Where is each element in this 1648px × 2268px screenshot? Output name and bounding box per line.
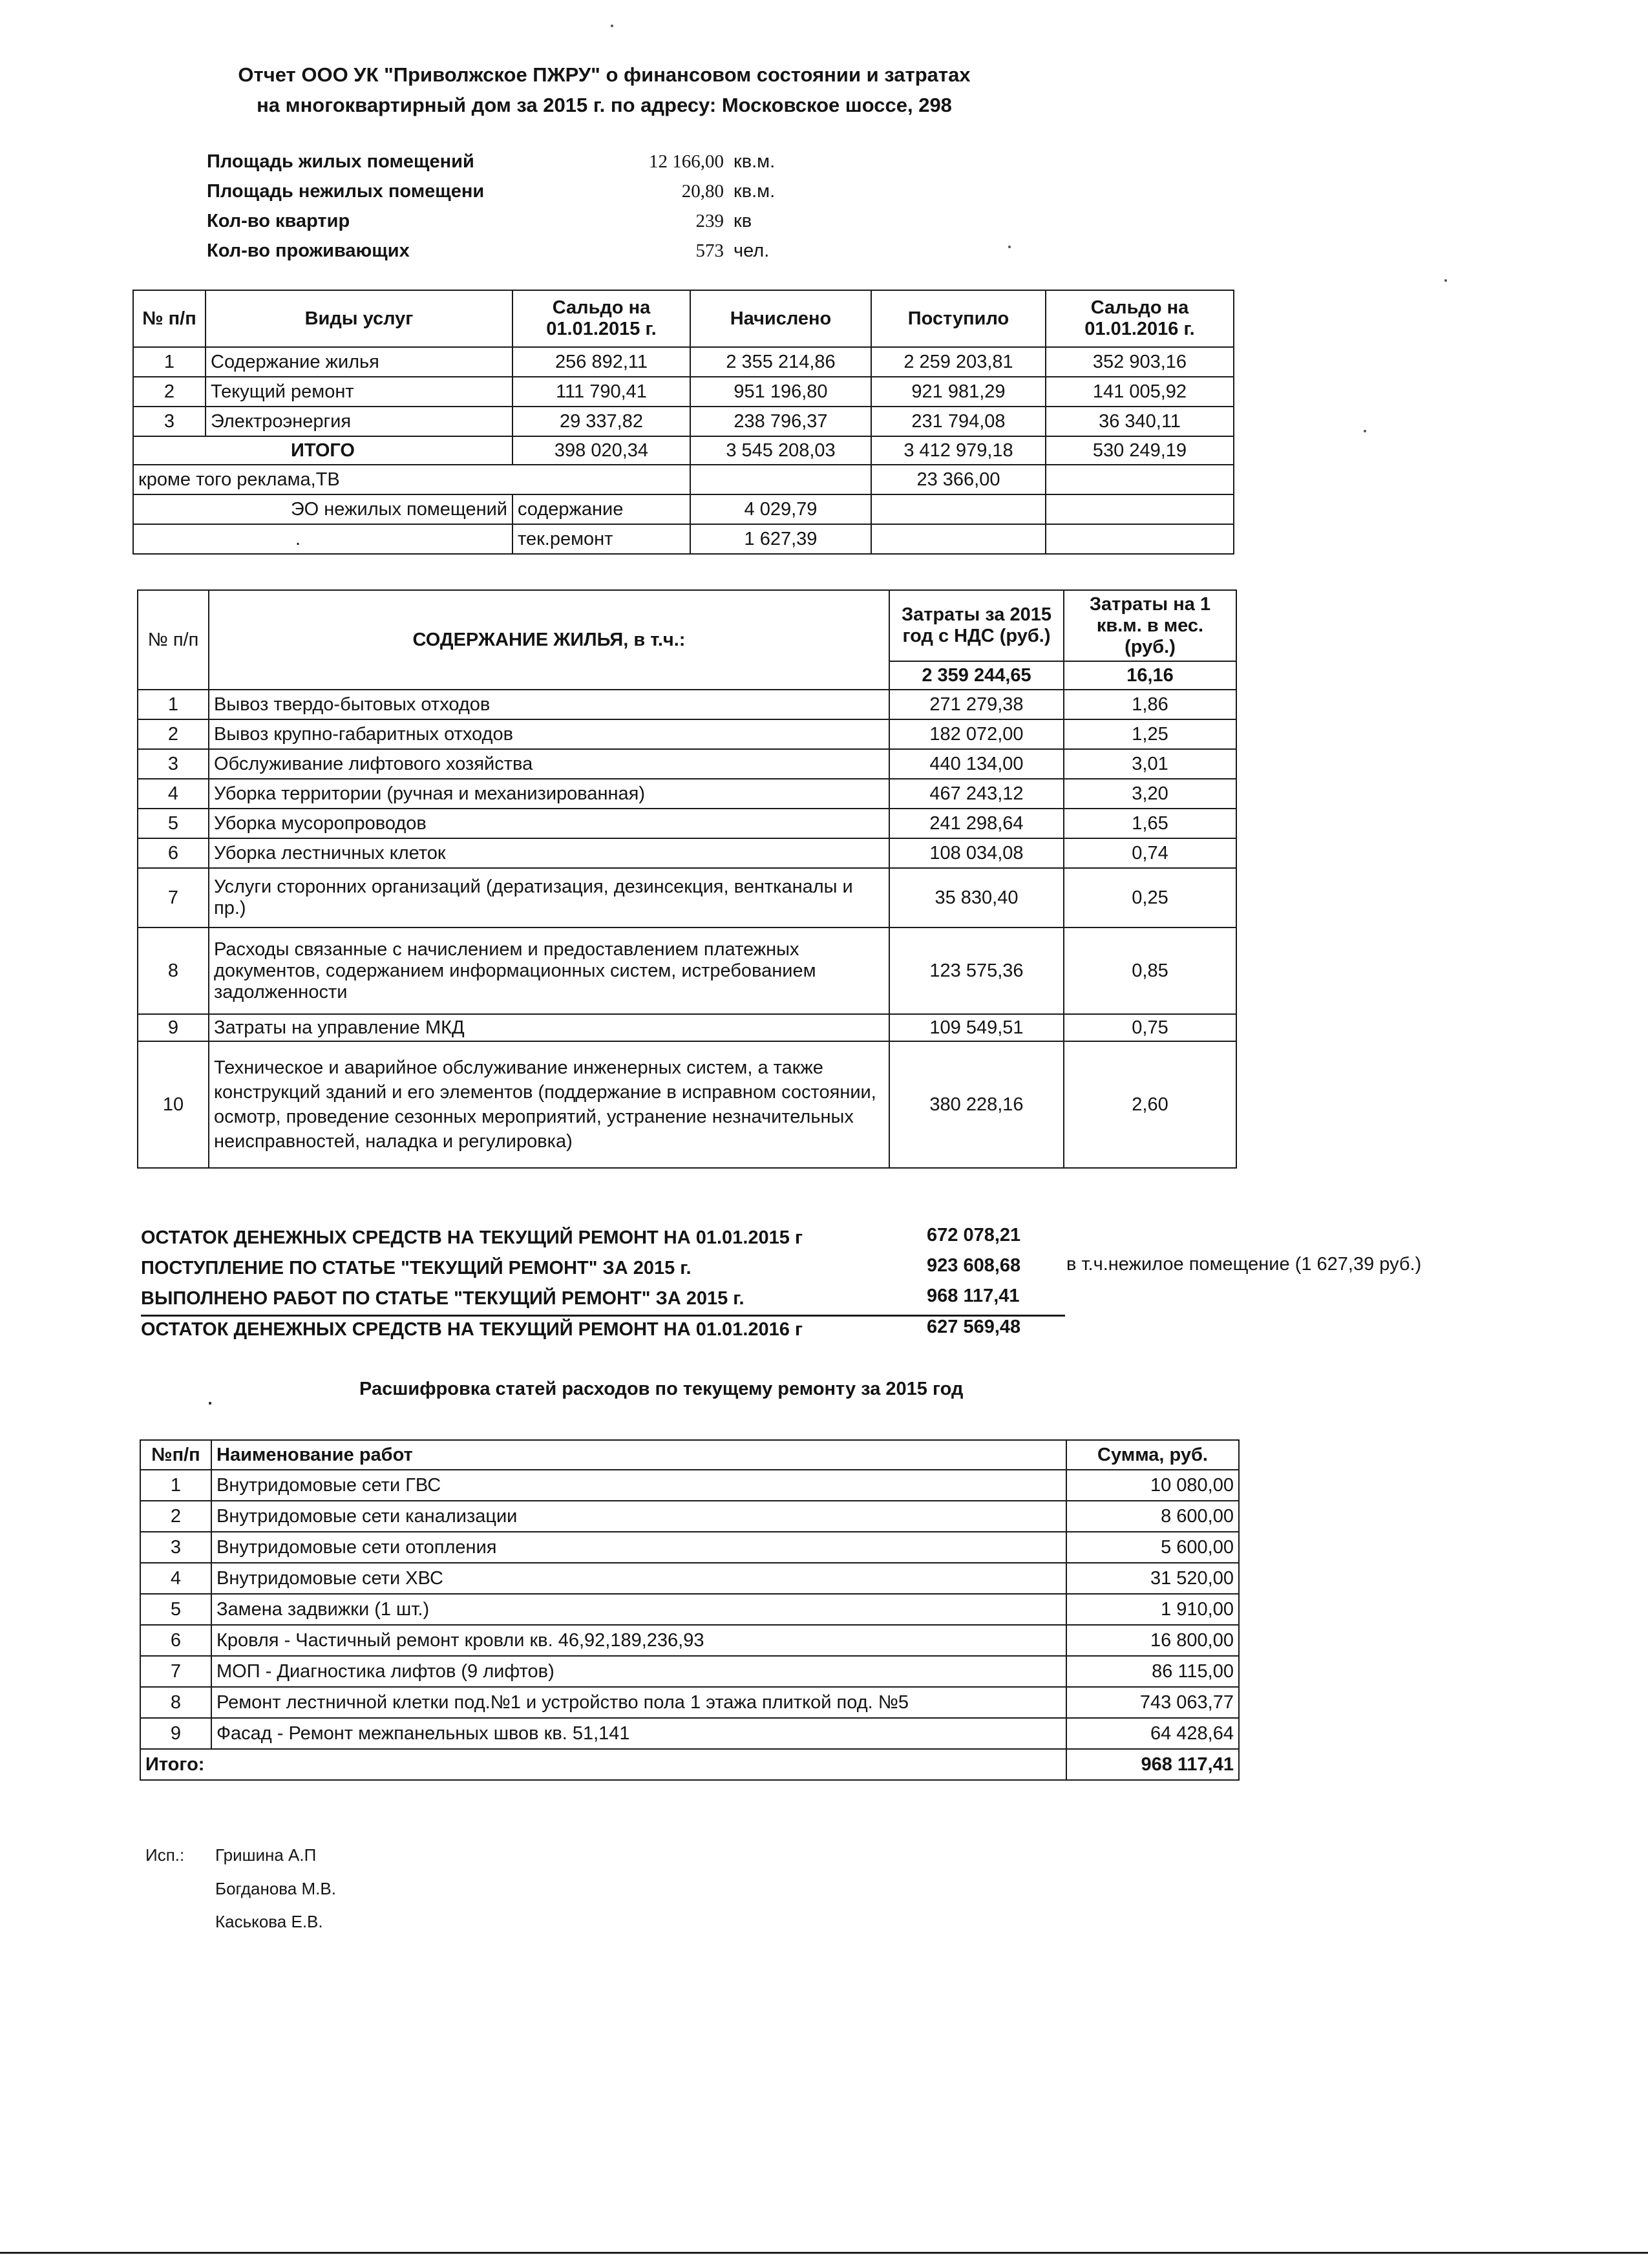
cell: 2: [140, 1501, 211, 1532]
cell: 380 228,16: [889, 1041, 1064, 1168]
cell: Уборка мусоропроводов: [209, 809, 889, 838]
summary-row-spent: [141, 1284, 1078, 1315]
summary-row-end-balance: [141, 1317, 1078, 1347]
col-header: Сальдо на 01.01.2015 г.: [512, 290, 690, 347]
cell: Услуги сторонних организаций (дератизация, дезинсекция, вентканалы и пр.): [209, 868, 889, 927]
col-header: Сальдо на 01.01.2016 г.: [1046, 290, 1234, 347]
col-header: № п/п: [138, 590, 209, 690]
cell: 530 249,19: [1046, 436, 1234, 465]
scan-speck: [1008, 246, 1011, 248]
breakdown-header-row: [140, 1440, 1239, 1470]
summary-value: 923 608,68: [927, 1255, 1021, 1276]
table-row: [138, 749, 1236, 779]
table-row: [140, 1594, 1239, 1625]
cell: 1: [138, 690, 209, 719]
summary-label: ОСТАТОК ДЕНЕЖНЫХ СРЕДСТВ НА ТЕКУЩИЙ РЕМОНТ НА 01.01.2015 г: [141, 1227, 803, 1248]
table-row: [138, 690, 1236, 719]
services-header-row: [133, 290, 1234, 347]
executor-name: Гришина А.П: [215, 1845, 317, 1865]
table-row: [140, 1501, 1239, 1532]
cell: 86 115,00: [1066, 1656, 1239, 1687]
col-header: Наименование работ: [211, 1440, 1066, 1470]
summary-label: ОСТАТОК ДЕНЕЖНЫХ СРЕДСТВ НА ТЕКУЩИЙ РЕМОНТ НА 01.01.2016 г: [141, 1319, 803, 1340]
info-label: Площадь нежилых помещени: [207, 181, 485, 202]
table-row: [140, 1687, 1239, 1718]
cell: 5 600,00: [1066, 1532, 1239, 1563]
info-value: 573: [695, 240, 724, 261]
col-header: Начислено: [690, 290, 871, 347]
cell: Вывоз твердо-бытовых отходов: [209, 690, 889, 719]
info-unit: кв: [734, 211, 752, 231]
cell: 0,75: [1064, 1014, 1236, 1041]
cell: 36 340,11: [1046, 407, 1234, 436]
col-header: Поступило: [871, 290, 1046, 347]
nonres-value: 4 029,79: [690, 494, 871, 524]
total-label: Итого:: [140, 1749, 1066, 1780]
info-row-apartments: [207, 208, 788, 238]
cell: Уборка территории (ручная и механизированная): [209, 779, 889, 809]
cell: 10: [138, 1041, 209, 1168]
report-title-line2: на многоквартирный дом за 2015 г. по адресу: Московское шоссе, 298: [257, 94, 952, 116]
cell: 2: [133, 377, 206, 407]
summary-value: 968 117,41: [927, 1286, 1020, 1306]
nonres-value: 1 627,39: [690, 524, 871, 554]
table-row: [138, 809, 1236, 838]
cell: 1,86: [1064, 690, 1236, 719]
cell: Вывоз крупно-габаритных отходов: [209, 719, 889, 749]
cell: [871, 494, 1046, 524]
cell: Затраты на управление МКД: [209, 1014, 889, 1041]
cell: 7: [140, 1656, 211, 1687]
table-row: [133, 347, 1234, 377]
table-row: [138, 838, 1236, 868]
table-row: [140, 1718, 1239, 1749]
cell: 3: [140, 1532, 211, 1563]
summary-value: 672 078,21: [927, 1225, 1021, 1245]
cell: 31 520,00: [1066, 1563, 1239, 1594]
cell: 3,20: [1064, 779, 1236, 809]
cell: 5: [138, 809, 209, 838]
cell: 6: [138, 838, 209, 868]
table-row: [140, 1656, 1239, 1687]
summary-label: ВЫПОЛНЕНО РАБОТ ПО СТАТЬЕ "ТЕКУЩИЙ РЕМОНТ" ЗА 2015 г.: [141, 1288, 745, 1309]
info-label: Площадь жилых помещений: [207, 151, 474, 172]
scan-speck: [611, 25, 613, 27]
info-label: Кол-во проживающих: [207, 240, 410, 261]
cell: [1046, 524, 1234, 554]
cell: Фасад - Ремонт межпанельных швов кв. 51,141: [211, 1718, 1066, 1749]
cell: 0,25: [1064, 868, 1236, 927]
cell: 8: [138, 927, 209, 1014]
nonres-row-repair: [133, 524, 1234, 554]
table-row: [138, 927, 1236, 1014]
cell: [1046, 494, 1234, 524]
cell: [871, 524, 1046, 554]
cell: 440 134,00: [889, 749, 1064, 779]
table-row: [138, 1041, 1236, 1168]
total-label: ИТОГО: [133, 436, 512, 465]
cell: 108 034,08: [889, 838, 1064, 868]
cell: 398 020,34: [512, 436, 690, 465]
table-row: [138, 779, 1236, 809]
cell: 7: [138, 868, 209, 927]
ads-label: кроме того реклама,ТВ: [133, 465, 690, 494]
col-header: Сумма, руб.: [1066, 1440, 1239, 1470]
cell: 141 005,92: [1046, 377, 1234, 407]
cell: 64 428,64: [1066, 1718, 1239, 1749]
ads-row: [133, 465, 1234, 494]
cell: 8 600,00: [1066, 1501, 1239, 1532]
cell: 6: [140, 1625, 211, 1656]
cell: Техническое и аварийное обслуживание инженерных систем, а также конструкций зданий и его элементов (поддержание в исправном состоянии, осмотр, проведение сезонных мероприятий, устранение незначительных неисправностей, наладка и регулировка): [209, 1041, 889, 1168]
cell: 29 337,82: [512, 407, 690, 436]
info-unit: чел.: [734, 240, 770, 261]
table-row: [133, 407, 1234, 436]
cell: 238 796,37: [690, 407, 871, 436]
cell: 2: [138, 719, 209, 749]
col-header: №п/п: [140, 1440, 211, 1470]
scan-speck: [1444, 279, 1447, 282]
info-unit: кв.м.: [734, 181, 776, 202]
cell: Электроэнергия: [206, 407, 512, 436]
summary-label: ПОСТУПЛЕНИЕ ПО СТАТЬЕ "ТЕКУЩИЙ РЕМОНТ" ЗА 2015 г.: [141, 1258, 692, 1278]
total-cost: 2 359 244,65: [889, 661, 1064, 690]
cell: 1,25: [1064, 719, 1236, 749]
cell: Расходы связанные с начислением и предоставлением платежных документов, содержанием информационных систем, истребованием задолженности: [209, 927, 889, 1014]
cell: 16 800,00: [1066, 1625, 1239, 1656]
repair-summary: [141, 1224, 1078, 1347]
cell: 8: [140, 1687, 211, 1718]
cell: 3: [138, 749, 209, 779]
info-row-residents: [207, 238, 788, 268]
cell: 4: [138, 779, 209, 809]
scan-speck: [1364, 430, 1366, 432]
cell: 35 830,40: [889, 868, 1064, 927]
total-per-m2: 16,16: [1064, 661, 1236, 690]
nonres-dot: .: [133, 524, 512, 554]
report-title-line1: Отчет ООО УК "Приволжское ПЖРУ" о финансовом состоянии и затратах: [238, 63, 971, 86]
total-value: 968 117,41: [1066, 1749, 1239, 1780]
breakdown-dot: .: [207, 1383, 214, 1410]
col-header: № п/п: [133, 290, 206, 347]
cell: Содержание жилья: [206, 347, 512, 377]
summary-value: 627 569,48: [927, 1317, 1021, 1337]
cell: 123 575,36: [889, 927, 1064, 1014]
cell: 241 298,64: [889, 809, 1064, 838]
cell: Внутридомовые сети канализации: [211, 1501, 1066, 1532]
cell: 9: [140, 1718, 211, 1749]
cell: Замена задвижки (1 шт.): [211, 1594, 1066, 1625]
ads-value: 23 366,00: [871, 465, 1046, 494]
executor-name: Каськова Е.В.: [215, 1912, 323, 1931]
cell: 3 545 208,03: [690, 436, 871, 465]
info-value: 20,80: [681, 181, 724, 202]
cell: 921 981,29: [871, 377, 1046, 407]
table-row: [138, 868, 1236, 927]
info-value: 239: [695, 211, 724, 231]
cell: Обслуживание лифтового хозяйства: [209, 749, 889, 779]
info-row-nonliving-area: [207, 178, 788, 208]
cell: Кровля - Частичный ремонт кровли кв. 46,92,189,236,93: [211, 1625, 1066, 1656]
col-header: Затраты на 1 кв.м. в мес. (руб.): [1064, 590, 1236, 661]
table-row: [133, 377, 1234, 407]
maintenance-table: [137, 589, 1237, 1169]
table-row: [140, 1532, 1239, 1563]
cell: 231 794,08: [871, 407, 1046, 436]
cell: 9: [138, 1014, 209, 1041]
cell: 2 259 203,81: [871, 347, 1046, 377]
cell: 3 412 979,18: [871, 436, 1046, 465]
cell: Текущий ремонт: [206, 377, 512, 407]
info-unit: кв.м.: [734, 151, 776, 172]
cell: Ремонт лестничной клетки под.№1 и устройство пола 1 этажа плиткой под. №5: [211, 1687, 1066, 1718]
cell: 951 196,80: [690, 377, 871, 407]
cell: 3,01: [1064, 749, 1236, 779]
cell: 2,60: [1064, 1041, 1236, 1168]
table-row: [138, 719, 1236, 749]
summary-note: в т.ч.нежилое помещение (1 627,39 руб.): [1066, 1254, 1422, 1275]
cell: 1,65: [1064, 809, 1236, 838]
cell: Внутридомовые сети ХВС: [211, 1563, 1066, 1594]
cell: 352 903,16: [1046, 347, 1234, 377]
report-title: [0, 59, 1209, 120]
cell: 1 910,00: [1066, 1594, 1239, 1625]
table-row: [138, 1014, 1236, 1041]
services-table: [132, 290, 1234, 555]
executor-name: Богданова М.В.: [215, 1879, 336, 1898]
cell: 271 279,38: [889, 690, 1064, 719]
cell: 2 355 214,86: [690, 347, 871, 377]
building-info: [207, 149, 788, 268]
cell: 4: [140, 1563, 211, 1594]
cell: 256 892,11: [512, 347, 690, 377]
info-row-living-area: [207, 149, 788, 178]
cell: [690, 465, 871, 494]
summary-row-received: [141, 1254, 1078, 1284]
services-total-row: [133, 436, 1234, 465]
nonres-row-content: [133, 494, 1234, 524]
nonres-kind: тек.ремонт: [512, 524, 690, 554]
cell: МОП - Диагностика лифтов (9 лифтов): [211, 1656, 1066, 1687]
cell: 111 790,41: [512, 377, 690, 407]
info-label: Кол-во квартир: [207, 211, 350, 231]
cell: Внутридомовые сети ГВС: [211, 1470, 1066, 1501]
table-row: [140, 1625, 1239, 1656]
executors-label: Исп.:: [145, 1845, 185, 1865]
cell: 1: [140, 1470, 211, 1501]
cell: 3: [133, 407, 206, 436]
cell: 0,74: [1064, 838, 1236, 868]
cell: 1: [133, 347, 206, 377]
cell: 10 080,00: [1066, 1470, 1239, 1501]
table-row: [140, 1470, 1239, 1501]
col-header: Затраты за 2015 год с НДС (руб.): [889, 590, 1064, 661]
scan-edge-line: [0, 2252, 1648, 2254]
cell: 743 063,77: [1066, 1687, 1239, 1718]
cell: 109 549,51: [889, 1014, 1064, 1041]
nonres-label: ЭО нежилых помещений: [133, 494, 512, 524]
breakdown-table: [140, 1439, 1240, 1781]
breakdown-total-row: [140, 1749, 1239, 1780]
cell: Уборка лестничных клеток: [209, 838, 889, 868]
cell: 0,85: [1064, 927, 1236, 1014]
cell: [1046, 465, 1234, 494]
breakdown-title: Расшифровка статей расходов по текущему ремонту за 2015 год: [359, 1379, 964, 1399]
nonres-kind: содержание: [512, 494, 690, 524]
cell: 182 072,00: [889, 719, 1064, 749]
cell: 5: [140, 1594, 211, 1625]
table-row: [140, 1563, 1239, 1594]
col-header: СОДЕРЖАНИЕ ЖИЛЬЯ, в т.ч.:: [209, 590, 889, 690]
maintenance-header-row: [138, 590, 1236, 661]
info-value: 12 166,00: [649, 151, 724, 172]
cell: 467 243,12: [889, 779, 1064, 809]
summary-row-start-balance: [141, 1224, 1078, 1254]
cell: Внутридомовые сети отопления: [211, 1532, 1066, 1563]
col-header: Виды услуг: [206, 290, 512, 347]
